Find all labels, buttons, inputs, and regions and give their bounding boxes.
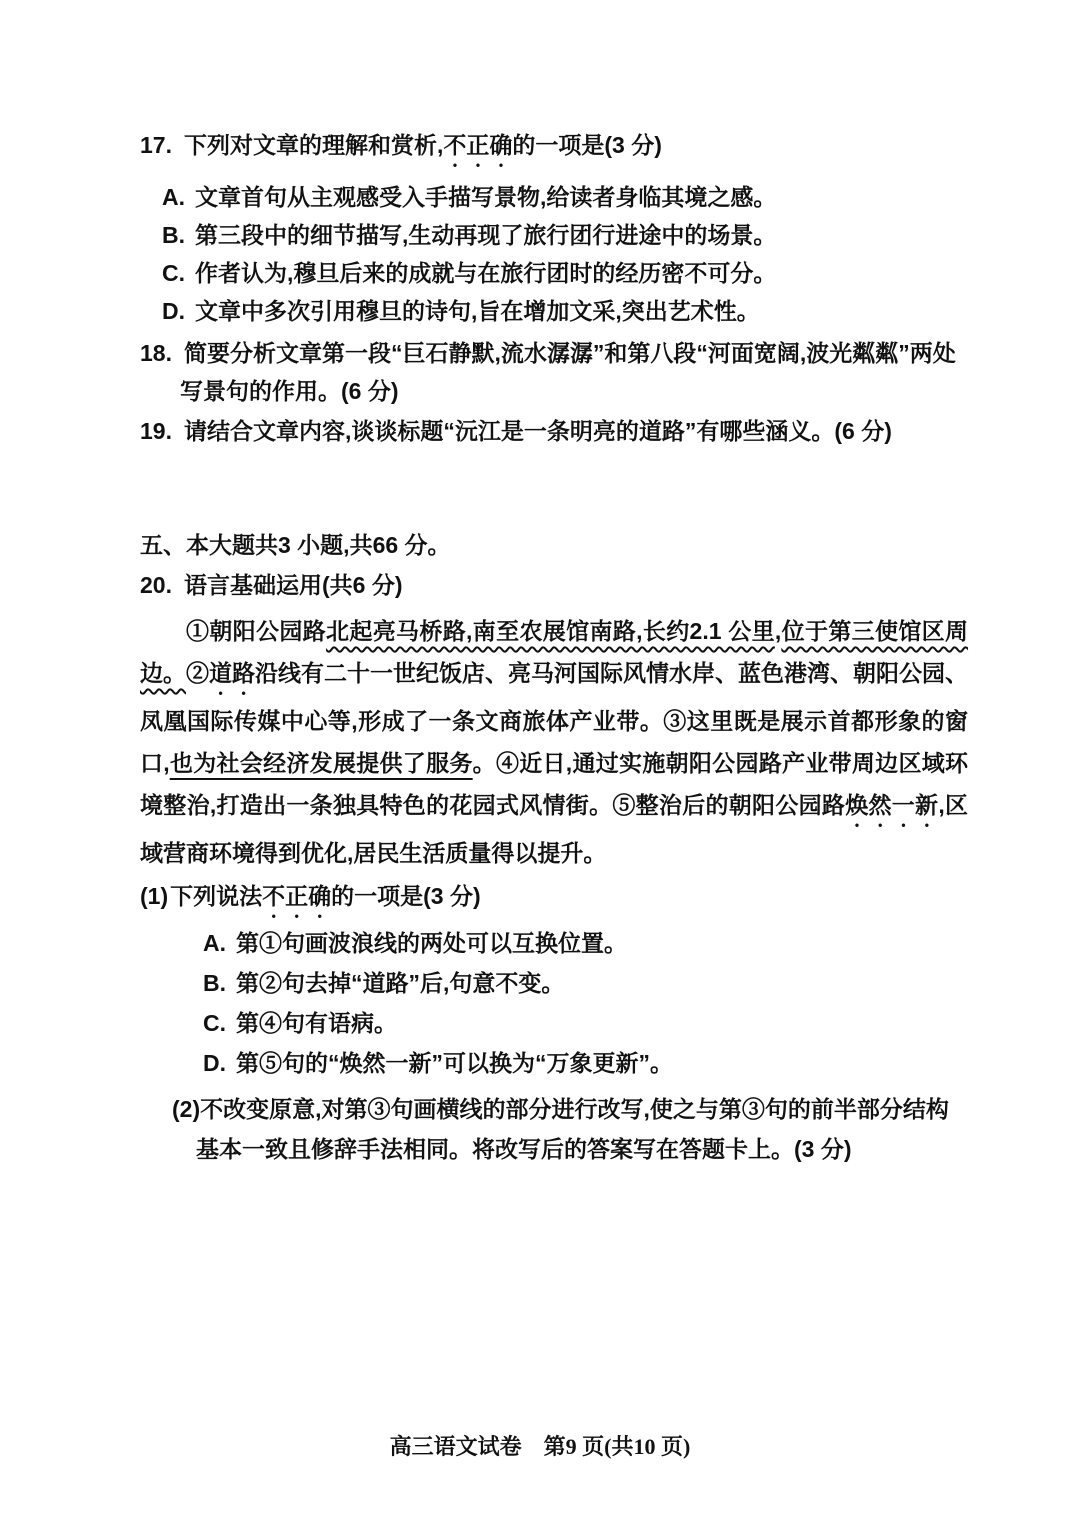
option-c-text: 作者认为,穆旦后来的成就与在旅行团时的经历密不可分。 — [195, 260, 777, 286]
passage-segment-emph: 焕然一新 — [845, 792, 939, 818]
question-20-passage — [140, 610, 968, 874]
sub1-option-b-text: 第②句去掉“道路”后,句意不变。 — [236, 970, 565, 996]
option-b-text: 第三段中的细节描写,生动再现了旅行团行进途中的场景。 — [195, 222, 777, 248]
passage-segment-emph: 道路 — [209, 660, 255, 686]
passage-segment-wavy: 位于第三使馆区周边。 — [140, 618, 969, 686]
sub1-stem-emphasis: 不正确 — [262, 883, 332, 909]
section-5-heading — [140, 526, 968, 564]
question-20-title-text: 语言基础运用(共6 分) — [183, 572, 403, 598]
sub1-option-c-text: 第④句有语病。 — [236, 1010, 397, 1036]
page-footer — [0, 1430, 1080, 1461]
passage-segment-plain: 沿线有二十一世纪饭店、亮马河国际风情水岸、蓝色港湾、朝阳公园、凤凰国际传媒中心等,形成了一条文商旅体产业带。③这里既是展示首都形象的窗口, — [140, 660, 968, 776]
question-17-stem-post: 的一项是(3 分) — [512, 132, 662, 158]
sub1-label: (1) — [140, 883, 169, 909]
passage-segment-plain: ② — [186, 660, 209, 686]
sub1-option-d-text: 第⑤句的“焕然一新”可以换为“万象更新”。 — [236, 1050, 673, 1076]
option-b — [140, 216, 968, 254]
option-a-label: A. — [162, 184, 185, 210]
option-a — [140, 178, 968, 216]
passage-segment-plain: ①朝阳公园路 — [186, 618, 327, 644]
page-content — [140, 0, 968, 1169]
question-18-number: 18. — [140, 340, 172, 366]
option-b-label: B. — [162, 222, 185, 248]
passage-segment-plain: 。④近日,通过实施朝阳公园路产业带周边区域环境整治,打造出一条独具特色的花园式风情街。⑤整治后的朝阳公园路 — [140, 750, 969, 818]
passage-segment-plain: , — [774, 618, 782, 644]
sub1-option-d-label: D. — [203, 1050, 226, 1076]
page-footer-text: 高三语文试卷 第9 页(共10 页) — [389, 1434, 691, 1459]
question-17-stem-emphasis: 不正确 — [443, 132, 513, 158]
question-20-sub1-options — [140, 923, 968, 1083]
sub1-option-c — [140, 1003, 968, 1043]
sub1-stem-post: 的一项是(3 分) — [331, 883, 481, 909]
section-5-heading-text: 五、本大题共3 小题,共66 分。 — [140, 532, 451, 558]
question-17-number: 17. — [140, 132, 172, 158]
question-20-sub2 — [140, 1089, 968, 1169]
question-17-stem-pre: 下列对文章的理解和赏析, — [183, 132, 444, 158]
sub1-option-a-label: A. — [203, 930, 226, 956]
question-19 — [140, 412, 968, 450]
question-19-text: 请结合文章内容,谈谈标题“沅江是一条明亮的道路”有哪些涵义。(6 分) — [183, 418, 892, 444]
question-17-stem — [140, 126, 968, 172]
option-d-text: 文章中多次引用穆旦的诗句,旨在增加文采,突出艺术性。 — [195, 298, 760, 324]
question-18 — [140, 334, 968, 410]
question-18-text: 简要分析文章第一段“巨石静默,流水潺潺”和第八段“河面宽阔,波光粼粼”两处写景句的作用。(6 分) — [180, 340, 956, 404]
option-d-label: D. — [162, 298, 185, 324]
option-c-label: C. — [162, 260, 185, 286]
sub1-stem-pre: 下列说法 — [170, 883, 263, 909]
sub1-option-b — [140, 963, 968, 1003]
option-a-text: 文章首句从主观感受入手描写景物,给读者身临其境之感。 — [195, 184, 777, 210]
question-20-sub1-stem — [140, 876, 968, 923]
option-c — [140, 254, 968, 292]
question-19-number: 19. — [140, 418, 172, 444]
sub1-option-a-text: 第①句画波浪线的两处可以互换位置。 — [236, 930, 627, 956]
sub2-label: (2) — [172, 1096, 201, 1122]
sub1-option-a — [140, 923, 968, 963]
passage-segment-uline: 也为社会经济发展提供了服务 — [169, 750, 473, 776]
option-d — [140, 292, 968, 330]
question-17-options — [140, 178, 968, 330]
question-20-number: 20. — [140, 572, 172, 598]
passage-segment-plain: ,区域营商环境得到优化,居民生活质量得以提升。 — [140, 792, 969, 866]
sub1-option-d — [140, 1043, 968, 1083]
sub1-option-c-label: C. — [203, 1010, 226, 1036]
question-20-title — [140, 566, 968, 604]
question-17 — [140, 126, 968, 330]
sub2-text: 不改变原意,对第③句画横线的部分进行改写,使之与第③句的前半部分结构基本一致且修辞手法相同。将改写后的答案写在答题卡上。(3 分) — [196, 1096, 949, 1162]
passage-segment-wavy: 北起亮马桥路,南至农展馆南路,长约2.1 公里 — [326, 618, 775, 644]
sub1-option-b-label: B. — [203, 970, 226, 996]
